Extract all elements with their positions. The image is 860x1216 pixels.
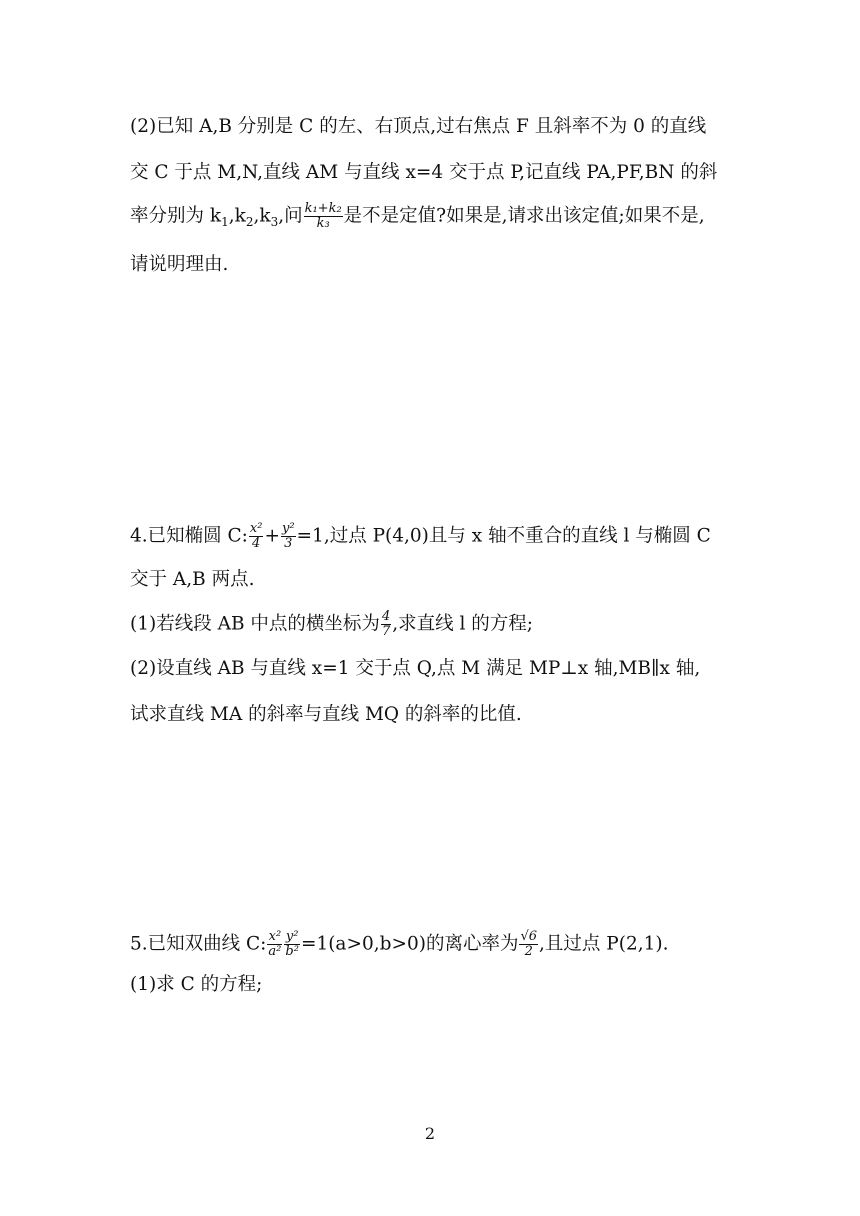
hyperbola-x-term — [267, 930, 282, 959]
p4-q1-post: ,求直线 l 的方程; — [392, 613, 534, 635]
p3-line-3-pre: 率分别为 k — [130, 205, 222, 227]
fraction-numerator: y² — [281, 521, 295, 536]
p4-question-2-line-1: (2)设直线 AB 与直线 x=1 交于点 Q,点 M 满足 MP⊥x 轴,MB∥x 轴, — [130, 658, 701, 679]
p3-line-3-mid: ,问 — [278, 205, 303, 227]
slope-ratio-fraction — [304, 202, 343, 231]
p5-heading-post: ,且过点 P(2,1). — [539, 933, 669, 955]
ellipse-x-term — [249, 522, 264, 551]
fraction-numerator: √6 — [520, 929, 538, 944]
midpoint-fraction — [381, 610, 391, 639]
fraction-numerator: x² — [249, 521, 263, 536]
fraction-denominator: a² — [268, 944, 282, 959]
p4-line-2: 交于 A,B 两点. — [130, 569, 255, 590]
fraction-denominator: 2 — [524, 944, 533, 959]
fraction-denominator: 4 — [252, 536, 261, 551]
p3-line-3-post: 是不是定值?如果是,请求出该定值;如果不是, — [343, 205, 705, 227]
page-number: 2 — [424, 1124, 436, 1143]
k1-subscript: 1 — [221, 215, 229, 230]
fraction-numerator: 4 — [381, 609, 391, 624]
p3-line-1: (2)已知 A,B 分别是 C 的左、右顶点,过右焦点 F 且斜率不为 0 的直线 — [130, 116, 707, 137]
fraction-denominator: k₃ — [316, 216, 330, 231]
eccentricity-fraction — [519, 930, 538, 959]
p4-heading-pre: 4.已知椭圆 C: — [130, 525, 248, 547]
p5-question-1: (1)求 C 的方程; — [130, 974, 263, 995]
p5-heading-mid: =1(a>0,b>0)的离心率为 — [300, 933, 519, 955]
fraction-numerator: y² — [285, 929, 299, 944]
ellipse-y-term — [281, 522, 296, 551]
fraction-numerator: x² — [268, 929, 282, 944]
k2-subscript: 2 — [245, 215, 254, 230]
fraction-denominator: b² — [285, 944, 299, 959]
fraction-numerator: k₁+k₂ — [304, 201, 342, 216]
p3-comma-1: ,k — [228, 205, 246, 227]
p3-line-2: 交 C 于点 M,N,直线 AM 与直线 x=4 交于点 P,记直线 PA,PF,BN 的斜 — [130, 162, 718, 183]
p3-line-4: 请说明理由. — [130, 254, 229, 275]
p4-heading-post: =1,过点 P(4,0)且与 x 轴不重合的直线 l 与椭圆 C — [296, 525, 711, 547]
p5-heading — [130, 930, 668, 959]
k3-subscript: 3 — [270, 215, 279, 230]
hyperbola-y-term — [284, 930, 300, 959]
p4-question-2-line-2: 试求直线 MA 的斜率与直线 MQ 的斜率的比值. — [130, 704, 522, 725]
p4-heading — [130, 522, 711, 551]
p5-heading-pre: 5.已知双曲线 C: — [130, 933, 267, 955]
p4-question-1 — [130, 610, 533, 639]
p3-comma-2: ,k — [253, 205, 271, 227]
plus-sign: + — [264, 525, 280, 547]
fraction-denominator: 7 — [381, 624, 391, 639]
p3-line-3 — [130, 202, 705, 235]
fraction-denominator: 3 — [284, 536, 293, 551]
p4-q1-pre: (1)若线段 AB 中点的横坐标为 — [130, 613, 380, 635]
